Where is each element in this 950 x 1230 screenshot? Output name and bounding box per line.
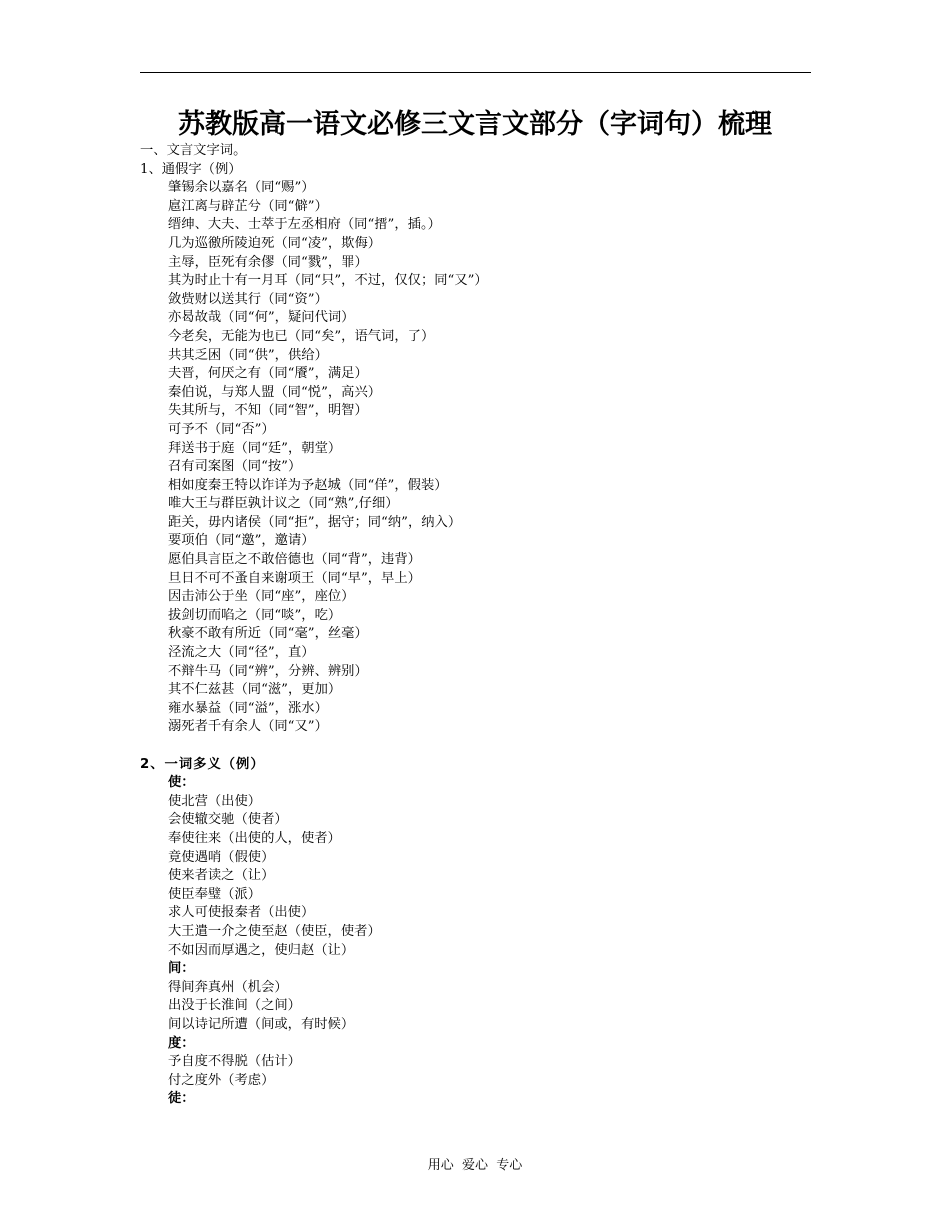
section-heading: 一、文言文字词。 — [140, 143, 247, 158]
tongjia-item: 亦曷故哉（同“何”，疑问代词） — [168, 310, 355, 326]
tongjia-item: 召有司案图（同“按”） — [168, 459, 302, 475]
spacer — [140, 737, 820, 756]
tongjia-item: 肇锡余以嘉名（同“赐”） — [168, 180, 315, 196]
tongjia-item: 唯大王与群臣孰计议之（同“熟”,仔细） — [168, 496, 399, 512]
yici-heading: 2、一词多义（例） — [140, 756, 265, 772]
tongjia-item: 因击沛公于坐（同“座”，座位） — [168, 589, 355, 605]
polysemy-word: 间： — [168, 961, 195, 977]
polysemy-example: 出没于长淮间（之间） — [168, 998, 301, 1014]
tongjia-heading: 1、通假字（例） — [140, 161, 242, 177]
tongjia-item: 扈江离与辟芷兮（同“僻”） — [168, 198, 328, 214]
polysemy-example: 使来者读之（让） — [168, 868, 275, 884]
tongjia-item: 相如度秦王特以诈详为予赵城（同“佯”，假装） — [168, 477, 448, 493]
polysemy-example: 间以诗记所遭（间或，有时候） — [168, 1016, 355, 1032]
tongjia-item: 失其所与，不知（同“智”，明智） — [168, 403, 368, 419]
tongjia-item: 可予不（同“否”） — [168, 421, 275, 437]
tongjia-item: 敛赀财以送其行（同“资”） — [168, 291, 328, 307]
polysemy-example: 使北营（出使） — [168, 793, 262, 809]
tongjia-item: 雍水暴益（同“溢”，涨水） — [168, 700, 328, 716]
tongjia-item: 夫晋，何厌之有（同“餍”，满足） — [168, 366, 368, 382]
tongjia-item: 要项伯（同“邀”，邀请） — [168, 533, 315, 549]
polysemy-example: 得间奔真州（机会） — [168, 979, 288, 995]
tongjia-item: 愿伯具言臣之不敢倍德也（同“背”，违背） — [168, 552, 421, 568]
tongjia-item: 拜送书于庭（同“廷”，朝堂） — [168, 440, 342, 456]
tongjia-item: 主辱，臣死有余僇（同“戮”，罪） — [168, 254, 368, 270]
polysemy-example: 不如因而厚遇之，使归赵（让） — [168, 942, 355, 958]
page-footer: 用心 爱心 专心 — [427, 1158, 523, 1173]
polysemy-word: 使： — [168, 775, 195, 791]
polysemy-example: 求人可使报秦者（出使） — [168, 905, 315, 921]
tongjia-item: 不辩牛马（同“辨”，分辨、辨别） — [168, 663, 368, 679]
tongjia-item: 今老矣，无能为也已（同“矣”，语气词，了） — [168, 328, 435, 344]
tongjia-item: 秋豪不敢有所近（同“毫”，丝毫） — [168, 626, 368, 642]
polysemy-example: 予自度不得脱（估计） — [168, 1054, 301, 1070]
polysemy-example: 奉使往来（出使的人，使者） — [168, 830, 341, 846]
tongjia-item: 其不仁兹甚（同“滋”，更加） — [168, 682, 342, 698]
tongjia-item: 旦日不可不蚤自来谢项王（同“早”，早上） — [168, 570, 421, 586]
document-body — [140, 142, 820, 1109]
polysemy-example: 使臣奉璧（派） — [168, 886, 262, 902]
tongjia-item: 溺死者千有余人（同“又”） — [168, 719, 328, 735]
tongjia-item: 拔剑切而啗之（同“啖”，吃） — [168, 607, 342, 623]
polysemy-word: 度： — [168, 1035, 195, 1051]
yici-list — [140, 774, 820, 1109]
document-title: 苏教版高一语文必修三文言文部分（字词句）梳理 — [178, 109, 772, 140]
header-rule — [140, 72, 811, 73]
tongjia-item: 缙绅、大夫、士萃于左丞相府（同“搢”，插。） — [168, 217, 441, 233]
tongjia-item: 共其乏困（同“供”，供给） — [168, 347, 328, 363]
polysemy-example: 竟使遇哨（假使） — [168, 849, 275, 865]
tongjia-list — [140, 179, 820, 737]
tongjia-item: 秦伯说，与郑人盟（同“悦”，高兴） — [168, 384, 382, 400]
polysemy-example: 付之度外（考虑） — [168, 1072, 275, 1088]
polysemy-example: 会使辙交驰（使者） — [168, 812, 288, 828]
tongjia-item: 其为时止十有一月耳（同“只”，不过，仅仅；同“又”） — [168, 273, 488, 289]
tongjia-item: 几为巡徼所陵迫死（同“凌”，欺侮） — [168, 235, 382, 251]
tongjia-item: 距关，毋内诸侯（同“拒”，据守；同“纳”，纳入） — [168, 514, 462, 530]
polysemy-word: 徒： — [168, 1091, 195, 1107]
tongjia-item: 泾流之大（同“径”，直） — [168, 645, 315, 661]
polysemy-example: 大王遣一介之使至赵（使臣，使者） — [168, 923, 381, 939]
